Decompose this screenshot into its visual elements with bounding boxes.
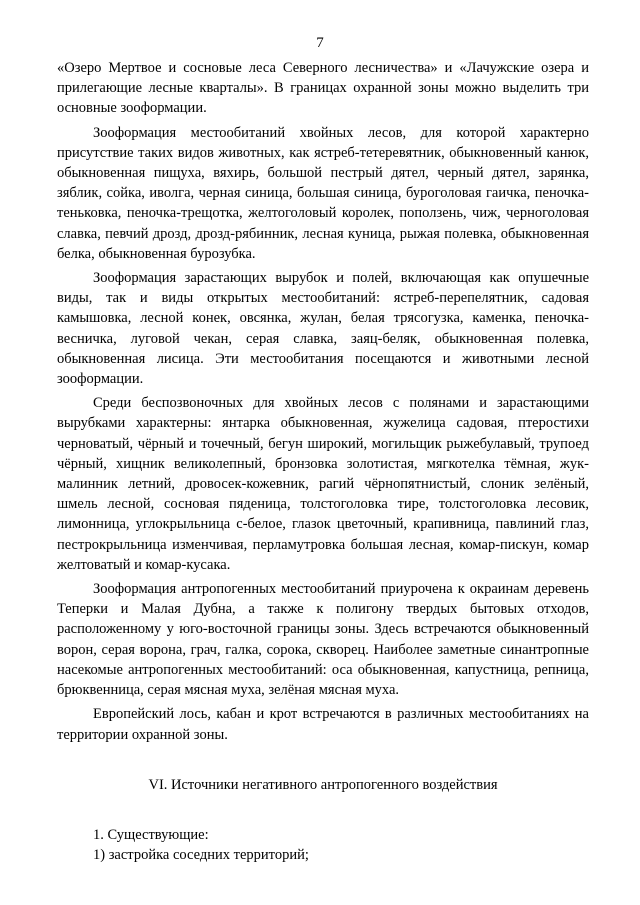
paragraph-anthropogenic-zooformation: Зооформация антропогенных местообитаний приурочена к окраинам деревень Теперки и Малая Дубна, а также к полигону твердых бытовых отходов, расположенному у юго-восточной границы зоны. Здесь встречаются обыкновенный ворон, серая ворона, грач, галка, сорока, скворец. Наиболее заметные синантропные насекомые антропогенных местообитаний: оса обыкновенная, капустница, репница, брюквенница, серая мясная муха, зелёная мясная муха. [57, 581, 589, 699]
document-body [57, 58, 589, 865]
list-item: 1) застройка соседних территорий; [93, 847, 309, 864]
paragraph-coniferous-forest-zooformation: Зооформация местообитаний хвойных лесов, для которой характерно присутствие таких видов животных, как ястреб-тетеревятник, обыкновенный канюк, обыкновенная пищуха, вяхирь, большой пестрый дятел, черный дятел, зарянка, зяблик, сойка, иволга, черная синица, большая синица, буроголовая гаичка, пеночка-теньковка, пеночка-трещотка, желтоголовый королек, поползень, чиж, черноголовая славка, певчий дрозд, дрозд-рябинник, лесная куница, рыжая полевка, обыкновенная белка, обыкновенная бурозубка. [57, 124, 589, 262]
paragraph-large-mammals: Европейский лось, кабан и крот встречаются в различных местообитаниях на территории охранной зоны. [57, 706, 589, 743]
section-heading: VI. Источники негативного антропогенного воздействия [148, 776, 498, 793]
list-title: 1. Существующие: [93, 826, 209, 843]
paragraph-invertebrates: Среди беспозвоночных для хвойных лесов с полянами и зарастающими вырубками характерны: янтарка обыкновенная, жужелица садовая, птеростихи черноватый, чёрный и точечный, бегун широкий, могильщик рыжебулавый, трупоед чёрный, хищник великолепный, бронзовка золотистая, мягкотелка тёмная, жук-малинник летний, дровосек-кожевник, рагий чёрнопятнистый, слоник зелёный, шмель лесной, сосновая пяденица, толстоголовка тире, толстоголовка лесовик, лимонница, углокрыльница с-белое, глазок цветочный, крапивница, павлиний глаз, пестрокрыльница изменчивая, перламутровка большая лесная, комар-пискун, комар желтоватый и комар-кусака. [57, 395, 589, 573]
page-number: 7 [316, 35, 324, 51]
paragraph-clearings-zooformation: Зооформация зарастающих вырубок и полей, включающая как опушечные виды, так и виды открытых местообитаний: ястреб-перепелятник, садовая камышовка, лесной конек, овсянка, жулан, белая трясогузка, каменка, пеночка-весничка, луговой чекан, серая славка, заяц-беляк, обыкновенная полевка, обыкновенная лисица. Эти местообитания посещаются и животными лесной зооформации. [57, 270, 589, 388]
paragraph-continuation: «Озеро Мертвое и сосновые леса Северного лесничества» и «Лачужские озера и прилегающие лесные кварталы». В границах охранной зоны можно выделить три основные зооформации. [57, 60, 589, 117]
